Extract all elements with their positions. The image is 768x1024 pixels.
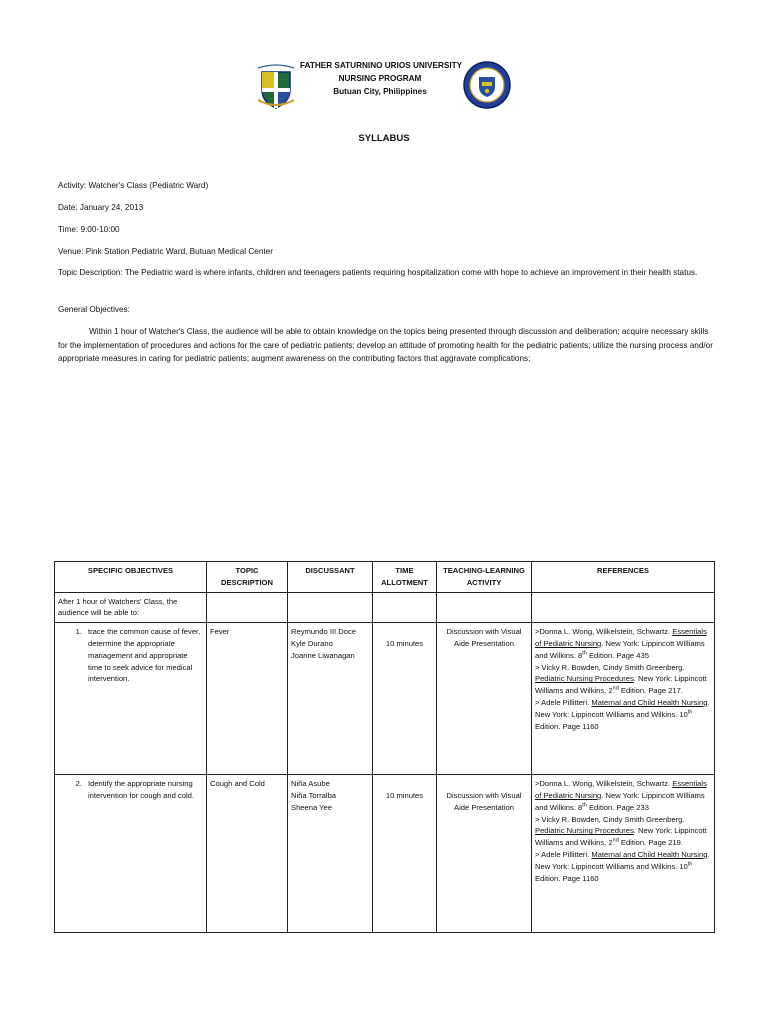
header-references: REFERENCES — [532, 562, 715, 593]
topic-cell: Cough and Cold — [207, 775, 288, 933]
table-intro-row — [55, 592, 715, 623]
discussant-cell — [288, 775, 373, 933]
objective-number: 1. — [75, 627, 82, 637]
program-name: NURSING PROGRAM — [338, 74, 422, 83]
references-cell — [532, 775, 715, 933]
objective-text: Identify the appropriate nursing intervention for cough and cold. — [88, 779, 194, 800]
header-specific-objectives: SPECIFIC OBJECTIVES — [55, 562, 207, 593]
objective-cell — [55, 775, 207, 933]
venue-line: Venue: Pink Station Pediatric Ward, Butuan Medical Center — [58, 247, 273, 256]
document-header — [0, 56, 768, 116]
objective-number: 2. — [75, 779, 82, 789]
discussant-name: Kyle Durano — [291, 638, 333, 648]
table-row — [55, 775, 715, 933]
nursing-seal-logo — [462, 60, 512, 110]
syllabus-table — [54, 561, 715, 933]
topic-description: Topic Description: The Pediatric ward is where infants, children and teenagers patients requiring hospitalization come with hope to achieve an improvement in their health status. — [58, 268, 698, 277]
book-title: Pediatric Nursing Procedures — [535, 674, 634, 684]
header-teaching-learning-activity: TEACHING-LEARNING ACTIVITY — [437, 562, 532, 593]
book-title: Pediatric Nursing Procedures — [535, 826, 634, 836]
activity-line: Activity: Watcher's Class (Pediatric Ward) — [58, 181, 209, 190]
general-objectives-text: Within 1 hour of Watcher's Class, the audience will be able to obtain knowledge on the topics being presented through discussion and deliberation; acquire necessary skills for the implementation of procedures and actions for the care of pediatric patients; develop an attitude of promoting health for the pediatric patients; utilize the nursing process and/or appropriate measures in caring for pediatric patients; augment awareness on the contributing factors that aggravate complications; — [58, 327, 713, 363]
discussant-name: Niña Torralba — [291, 790, 337, 800]
time-cell: 10 minutes — [373, 775, 437, 933]
references-cell — [532, 623, 715, 775]
objective-text: trace the common cause of fever, determine the appropriate management and appropriate time to seek advice for medical intervention. — [88, 627, 201, 684]
topic-cell: Fever — [207, 623, 288, 775]
header-text — [300, 59, 463, 98]
table-header-row — [55, 562, 715, 593]
location: Butuan City, Philippines — [333, 87, 427, 96]
document-title: SYLLABUS — [358, 133, 410, 144]
university-name: FATHER SATURNINO URIOS UNIVERSITY — [300, 61, 463, 70]
book-title: Essentials of Pediatric Nursing — [535, 779, 707, 800]
reference-entry: >Donna L. Wong, Wilkelstein, Schwartz. Essentials of Pediatric Nursing. New York: Lippincott Williams and Wilkins. 8th Edition. Page 435 — [535, 627, 707, 660]
table-row — [55, 623, 715, 775]
university-shield-logo — [254, 60, 298, 110]
book-title: Maternal and Child Health Nursing — [591, 697, 708, 707]
time-cell: 10 minutes — [373, 623, 437, 775]
date-line: Date: January 24, 2013 — [58, 203, 144, 212]
reference-entry: > Vicky R. Bowden, Cindy Smith Greenberg. Pediatric Nursing Procedures. New York: Lippincott Williams and Wilkins. 2nd Edition. Page 217. — [535, 662, 707, 696]
discussant-cell — [288, 623, 373, 775]
activity-cell: Discussion with Visual Aide Presentation — [437, 775, 532, 933]
time-line: Time: 9:00-10:00 — [58, 225, 120, 234]
book-title: Maternal and Child Health Nursing — [591, 849, 708, 859]
reference-entry: > Vicky R. Bowden, Cindy Smith Greenberg. Pediatric Nursing Procedures. New York: Lippincott Williams and Wilkins. 2nd Edition. Page 219. — [535, 814, 707, 848]
reference-entry: > Adele Pillitteri. Maternal and Child Health Nursing. New York: Lippincott Williams and Wilkins. 10th Edition. Page 1160 — [535, 697, 710, 731]
header-discussant: DISCUSSANT — [288, 562, 373, 593]
intro-text: After 1 hour of Watchers' Class, the audience will be able to: — [55, 592, 207, 623]
discussant-name: Joanne Liwanagan — [291, 650, 355, 660]
discussant-name: Sheena Yee — [291, 802, 332, 812]
header-time-allotment: TIME ALLOTMENT — [373, 562, 437, 593]
activity-cell: Discussion with Visual Aide Presentation — [437, 623, 532, 775]
general-objectives-label: General Objectives: — [58, 305, 130, 314]
reference-entry: > Adele Pillitteri. Maternal and Child Health Nursing. New York: Lippincott Williams and Wilkins. 10th Edition. Page 1160 — [535, 849, 710, 883]
discussant-name: Reymundo III Doce — [291, 627, 356, 637]
objective-cell — [55, 623, 207, 775]
reference-entry: >Donna L. Wong, Wilkelstein, Schwartz. Essentials of Pediatric Nursing. New York: Lippincott Williams and Wilkins. 8th Edition. Page 233 — [535, 779, 707, 812]
header-topic-description: TOPIC DESCRIPTION — [207, 562, 288, 593]
discussant-name: Niña Asube — [291, 779, 330, 789]
book-title: Essentials of Pediatric Nursing — [535, 627, 707, 648]
